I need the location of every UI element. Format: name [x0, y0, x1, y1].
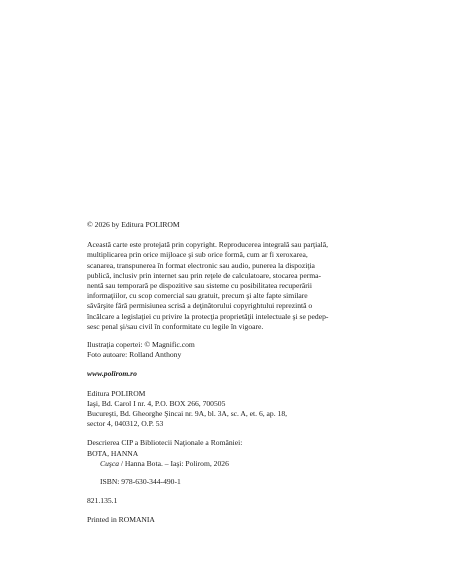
publisher-website-link[interactable]: www.polirom.ro [87, 369, 137, 379]
copyright-page [87, 220, 370, 526]
publisher-iasi-address: Iaşi, Bd. Carol I nr. 4, P.O. BOX 266, 700505 [87, 398, 226, 408]
cover-illustration-credit: Ilustraţia copertei: © Magnific.com [87, 340, 195, 350]
cip-title-line [87, 459, 370, 469]
publisher-block [87, 389, 370, 430]
copyright-notice: © 2026 by Editura POLIROM [87, 220, 180, 229]
publisher-name: Editura POLIROM [87, 388, 146, 398]
rights-paragraph: Această carte este protejată prin copyright. Reproducerea integrală sau parţială, multiplicarea prin orice mijloace şi sub orice formă, cum ar fi xeroxarea, scanarea, transpunerea în format electronic sau audio, punerea la dispoziţia publică, inclusiv prin internet sau prin reţele de calculatoare, stocarea perma- nentă sau temporară pe dispozitive sau sisteme cu posibilitatea recuperării informaţiilor, cu scop comercial sau gratuit, precum şi alte fapte similare săvârşite fără permisiunea scrisă a deţinătorului copyrightului reprezintă o încălcare a legislaţiei cu privire la protecţia proprietăţii intelectuale şi se pedep- sesc penal şi/sau civil în conformitate cu legile în vigoare. [87, 240, 329, 331]
printed-in: Printed in ROMANIA [87, 515, 155, 525]
credits-block [87, 340, 370, 360]
cip-book-title: Cuşca [100, 458, 119, 468]
author-photo-credit: Foto autoare: Rolland Anthony [87, 350, 182, 360]
publisher-bucharest-address: Bucureşti, Bd. Gheorghe Şincai nr. 9A, bl. 3A, sc. A, et. 6, ap. 18, sector 4, 040312, O.P. 53 [87, 409, 288, 429]
cip-heading: Descrierea CIP a Bibliotecii Naţionale a României: [87, 438, 243, 448]
classification-code: 821.135.1 [87, 496, 118, 506]
cip-title-details: / Hanna Bota. – Iaşi: Polirom, 2026 [118, 458, 229, 468]
cip-block [87, 438, 370, 487]
cip-author: BOTA, HANNA [87, 448, 139, 458]
cip-isbn: ISBN: 978-630-344-490-1 [100, 477, 181, 487]
